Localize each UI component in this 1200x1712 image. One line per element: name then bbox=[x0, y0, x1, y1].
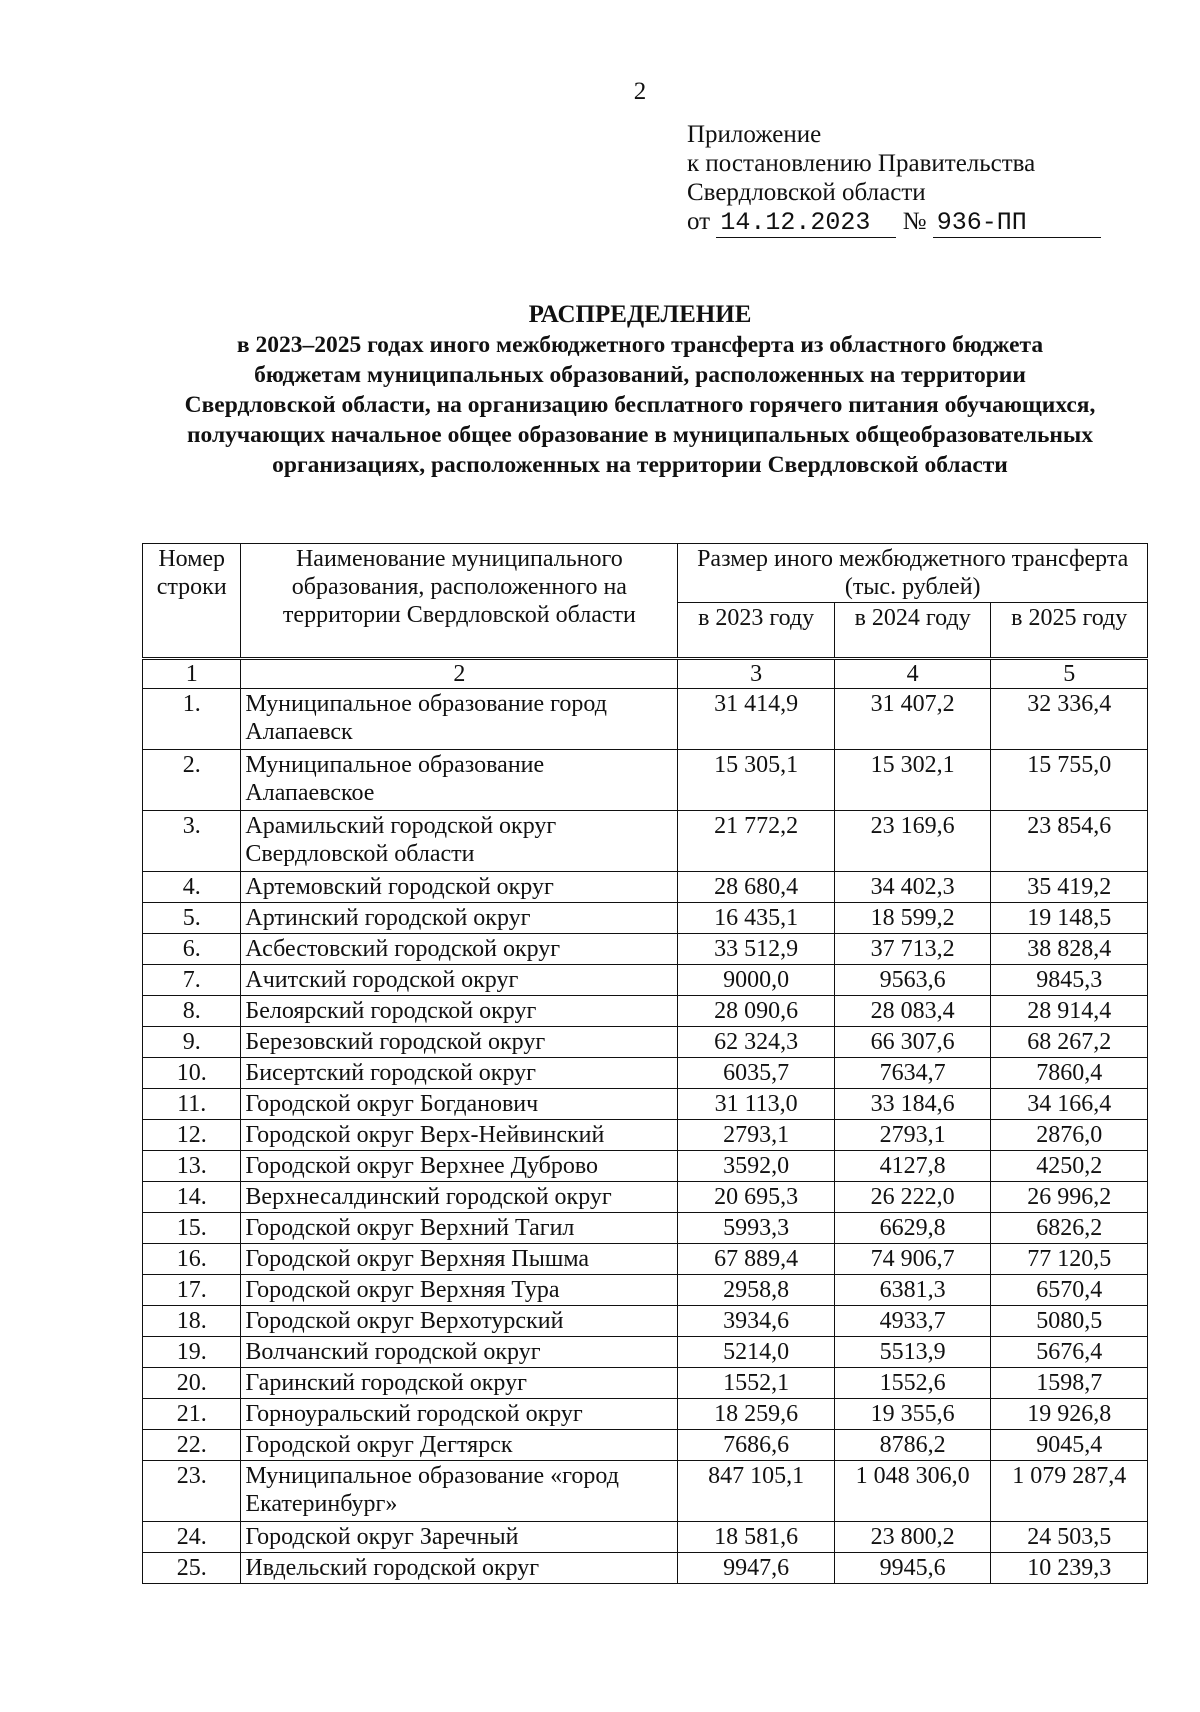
value-2025-cell: 15 755,0 bbox=[991, 750, 1148, 811]
title-line-1: в 2023–2025 годах иного межбюджетного трансферта из областного бюджета bbox=[236, 332, 1044, 358]
table-row bbox=[143, 1553, 1148, 1584]
value-2023-cell: 28 090,6 bbox=[678, 996, 835, 1027]
row-number-cell: 25. bbox=[143, 1553, 241, 1584]
title-main: РАСПРЕДЕЛЕНИЕ bbox=[528, 301, 752, 328]
row-number-cell: 5. bbox=[143, 903, 241, 934]
appendix-line-1: Приложение bbox=[687, 121, 822, 148]
value-2025-cell: 4250,2 bbox=[991, 1151, 1148, 1182]
value-2024-cell: 15 302,1 bbox=[834, 750, 991, 811]
municipality-name-cell: Муниципальное образование Алапаевское bbox=[241, 750, 678, 811]
table-row bbox=[143, 996, 1148, 1027]
municipality-name-cell: Городской округ Верхотурский bbox=[241, 1306, 678, 1337]
row-number-cell: 21. bbox=[143, 1399, 241, 1430]
municipality-name-cell: Городской округ Верхний Тагил bbox=[241, 1213, 678, 1244]
municipality-name-cell: Муниципальное образование «город Екатеринбург» bbox=[241, 1461, 678, 1522]
table-row bbox=[143, 934, 1148, 965]
value-2023-cell: 3934,6 bbox=[678, 1306, 835, 1337]
value-2024-cell: 9563,6 bbox=[834, 965, 991, 996]
municipality-name-cell: Березовский городской округ bbox=[241, 1027, 678, 1058]
value-2025-cell: 9845,3 bbox=[991, 965, 1148, 996]
value-2023-cell: 18 259,6 bbox=[678, 1399, 835, 1430]
row-number-cell: 18. bbox=[143, 1306, 241, 1337]
table-row bbox=[143, 1275, 1148, 1306]
table-row bbox=[143, 1461, 1148, 1522]
row-number-cell: 4. bbox=[143, 872, 241, 903]
table-row bbox=[143, 1306, 1148, 1337]
row-number-cell: 19. bbox=[143, 1337, 241, 1368]
value-2025-cell: 77 120,5 bbox=[991, 1244, 1148, 1275]
value-2023-cell: 62 324,3 bbox=[678, 1027, 835, 1058]
row-number-cell: 23. bbox=[143, 1461, 241, 1522]
value-2024-cell: 9945,6 bbox=[834, 1553, 991, 1584]
value-2023-cell: 6035,7 bbox=[678, 1058, 835, 1089]
value-2023-cell: 847 105,1 bbox=[678, 1461, 835, 1522]
value-2023-cell: 31 414,9 bbox=[678, 689, 835, 750]
row-number-cell: 3. bbox=[143, 811, 241, 872]
value-2024-cell: 37 713,2 bbox=[834, 934, 991, 965]
value-2025-cell: 35 419,2 bbox=[991, 872, 1148, 903]
municipality-name-cell: Белоярский городской округ bbox=[241, 996, 678, 1027]
column-number: 5 bbox=[991, 659, 1148, 689]
municipality-name-cell: Муниципальное образование город Алапаевск bbox=[241, 689, 678, 750]
document-title bbox=[120, 300, 1160, 480]
from-label: от bbox=[687, 208, 711, 235]
row-number-cell: 14. bbox=[143, 1182, 241, 1213]
title-line-4: получающих начальное общее образование в муниципальных общеобразовательных bbox=[186, 422, 1094, 448]
municipality-name-cell: Городской округ Верхнее Дуброво bbox=[241, 1151, 678, 1182]
table-row bbox=[143, 1244, 1148, 1275]
value-2025-cell: 2876,0 bbox=[991, 1120, 1148, 1151]
resolution-date: 14.12.2023 bbox=[716, 208, 896, 238]
table-row bbox=[143, 1213, 1148, 1244]
municipality-name-cell: Бисертский городской округ bbox=[241, 1058, 678, 1089]
row-number-cell: 7. bbox=[143, 965, 241, 996]
value-2023-cell: 9947,6 bbox=[678, 1553, 835, 1584]
value-2025-cell: 23 854,6 bbox=[991, 811, 1148, 872]
appendix-block bbox=[687, 120, 1101, 238]
value-2025-cell: 1 079 287,4 bbox=[991, 1461, 1148, 1522]
value-2023-cell: 20 695,3 bbox=[678, 1182, 835, 1213]
value-2023-cell: 67 889,4 bbox=[678, 1244, 835, 1275]
row-number-cell: 24. bbox=[143, 1522, 241, 1553]
table-row bbox=[143, 689, 1148, 750]
value-2024-cell: 33 184,6 bbox=[834, 1089, 991, 1120]
table-row bbox=[143, 1027, 1148, 1058]
row-number-cell: 11. bbox=[143, 1089, 241, 1120]
table-row bbox=[143, 1399, 1148, 1430]
value-2024-cell: 2793,1 bbox=[834, 1120, 991, 1151]
page-number: 2 bbox=[633, 78, 647, 105]
table-row bbox=[143, 1120, 1148, 1151]
value-2024-cell: 6629,8 bbox=[834, 1213, 991, 1244]
table-row bbox=[143, 903, 1148, 934]
row-number-cell: 13. bbox=[143, 1151, 241, 1182]
table-row bbox=[143, 811, 1148, 872]
table-row bbox=[143, 750, 1148, 811]
table-row bbox=[143, 1182, 1148, 1213]
value-2025-cell: 10 239,3 bbox=[991, 1553, 1148, 1584]
table-row bbox=[143, 1058, 1148, 1089]
value-2023-cell: 9000,0 bbox=[678, 965, 835, 996]
header-year-2023: в 2023 году bbox=[678, 603, 835, 659]
row-number-cell: 1. bbox=[143, 689, 241, 750]
municipality-name-cell: Арамильский городской округ Свердловской области bbox=[241, 811, 678, 872]
value-2024-cell: 4933,7 bbox=[834, 1306, 991, 1337]
column-number: 3 bbox=[678, 659, 835, 689]
municipality-name-cell: Артемовский городской округ bbox=[241, 872, 678, 903]
value-2023-cell: 1552,1 bbox=[678, 1368, 835, 1399]
value-2024-cell: 34 402,3 bbox=[834, 872, 991, 903]
row-number-cell: 10. bbox=[143, 1058, 241, 1089]
row-number-cell: 8. bbox=[143, 996, 241, 1027]
row-number-cell: 17. bbox=[143, 1275, 241, 1306]
value-2023-cell: 2793,1 bbox=[678, 1120, 835, 1151]
value-2023-cell: 3592,0 bbox=[678, 1151, 835, 1182]
value-2023-cell: 31 113,0 bbox=[678, 1089, 835, 1120]
value-2023-cell: 21 772,2 bbox=[678, 811, 835, 872]
value-2024-cell: 8786,2 bbox=[834, 1430, 991, 1461]
municipality-name-cell: Городской округ Дегтярск bbox=[241, 1430, 678, 1461]
value-2025-cell: 6826,2 bbox=[991, 1213, 1148, 1244]
value-2025-cell: 5080,5 bbox=[991, 1306, 1148, 1337]
table-row bbox=[143, 1151, 1148, 1182]
row-number-cell: 2. bbox=[143, 750, 241, 811]
value-2025-cell: 19 148,5 bbox=[991, 903, 1148, 934]
value-2024-cell: 1 048 306,0 bbox=[834, 1461, 991, 1522]
value-2025-cell: 9045,4 bbox=[991, 1430, 1148, 1461]
value-2025-cell: 26 996,2 bbox=[991, 1182, 1148, 1213]
value-2024-cell: 6381,3 bbox=[834, 1275, 991, 1306]
value-2023-cell: 15 305,1 bbox=[678, 750, 835, 811]
value-2024-cell: 23 800,2 bbox=[834, 1522, 991, 1553]
value-2025-cell: 24 503,5 bbox=[991, 1522, 1148, 1553]
row-number-cell: 20. bbox=[143, 1368, 241, 1399]
table-row bbox=[143, 872, 1148, 903]
number-label: № bbox=[902, 208, 927, 235]
resolution-number: 936-ПП bbox=[933, 208, 1101, 238]
table-row bbox=[143, 965, 1148, 996]
value-2024-cell: 7634,7 bbox=[834, 1058, 991, 1089]
value-2023-cell: 16 435,1 bbox=[678, 903, 835, 934]
municipality-name-cell: Городской округ Верхняя Тура bbox=[241, 1275, 678, 1306]
row-number-cell: 22. bbox=[143, 1430, 241, 1461]
title-line-2: бюджетам муниципальных образований, расположенных на территории bbox=[254, 362, 1026, 388]
value-2024-cell: 18 599,2 bbox=[834, 903, 991, 934]
table-row bbox=[143, 1089, 1148, 1120]
value-2023-cell: 18 581,6 bbox=[678, 1522, 835, 1553]
municipality-name-cell: Городской округ Богданович bbox=[241, 1089, 678, 1120]
appendix-line-2: к постановлению Правительства bbox=[687, 150, 1036, 177]
value-2023-cell: 28 680,4 bbox=[678, 872, 835, 903]
column-number-row bbox=[143, 659, 1148, 689]
value-2025-cell: 6570,4 bbox=[991, 1275, 1148, 1306]
value-2024-cell: 4127,8 bbox=[834, 1151, 991, 1182]
municipality-name-cell: Волчанский городской округ bbox=[241, 1337, 678, 1368]
municipality-name-cell: Ивдельский городской округ bbox=[241, 1553, 678, 1584]
municipality-name-cell: Городской округ Заречный bbox=[241, 1522, 678, 1553]
column-number: 1 bbox=[143, 659, 241, 689]
row-number-cell: 9. bbox=[143, 1027, 241, 1058]
value-2024-cell: 66 307,6 bbox=[834, 1027, 991, 1058]
value-2024-cell: 28 083,4 bbox=[834, 996, 991, 1027]
row-number-cell: 12. bbox=[143, 1120, 241, 1151]
municipality-name-cell: Ачитский городской округ bbox=[241, 965, 678, 996]
value-2025-cell: 5676,4 bbox=[991, 1337, 1148, 1368]
municipality-name-cell: Гаринский городской округ bbox=[241, 1368, 678, 1399]
value-2025-cell: 68 267,2 bbox=[991, 1027, 1148, 1058]
title-line-5: организациях, расположенных на территории Свердловской области bbox=[272, 452, 1008, 478]
header-year-2025: в 2025 году bbox=[991, 603, 1148, 659]
value-2023-cell: 33 512,9 bbox=[678, 934, 835, 965]
row-number-cell: 6. bbox=[143, 934, 241, 965]
row-number-cell: 15. bbox=[143, 1213, 241, 1244]
table-row bbox=[143, 1337, 1148, 1368]
header-row-number: Номер строки bbox=[143, 544, 241, 659]
value-2025-cell: 28 914,4 bbox=[991, 996, 1148, 1027]
municipality-name-cell: Верхнесалдинский городской округ bbox=[241, 1182, 678, 1213]
appendix-date-line bbox=[687, 207, 1101, 238]
table-row bbox=[143, 1430, 1148, 1461]
municipality-name-cell: Горноуральский городской округ bbox=[241, 1399, 678, 1430]
municipality-name-cell: Асбестовский городской округ bbox=[241, 934, 678, 965]
value-2024-cell: 26 222,0 bbox=[834, 1182, 991, 1213]
value-2023-cell: 5214,0 bbox=[678, 1337, 835, 1368]
column-number: 2 bbox=[241, 659, 678, 689]
municipality-name-cell: Городской округ Верхняя Пышма bbox=[241, 1244, 678, 1275]
distribution-table bbox=[142, 543, 1148, 1584]
municipality-name-cell: Артинский городской округ bbox=[241, 903, 678, 934]
value-2024-cell: 23 169,6 bbox=[834, 811, 991, 872]
value-2023-cell: 5993,3 bbox=[678, 1213, 835, 1244]
value-2024-cell: 19 355,6 bbox=[834, 1399, 991, 1430]
column-number: 4 bbox=[834, 659, 991, 689]
value-2024-cell: 1552,6 bbox=[834, 1368, 991, 1399]
table-body bbox=[143, 659, 1148, 1584]
appendix-line-3: Свердловской области bbox=[687, 179, 926, 206]
value-2025-cell: 32 336,4 bbox=[991, 689, 1148, 750]
row-number-cell: 16. bbox=[143, 1244, 241, 1275]
value-2024-cell: 74 906,7 bbox=[834, 1244, 991, 1275]
value-2025-cell: 34 166,4 bbox=[991, 1089, 1148, 1120]
value-2023-cell: 7686,6 bbox=[678, 1430, 835, 1461]
value-2024-cell: 5513,9 bbox=[834, 1337, 991, 1368]
header-municipality: Наименование муниципального образования, расположенного на территории Свердловской области bbox=[241, 544, 678, 659]
title-line-3: Свердловской области, на организацию бесплатного горячего питания обучающихся, bbox=[184, 392, 1096, 418]
value-2025-cell: 19 926,8 bbox=[991, 1399, 1148, 1430]
municipality-name-cell: Городской округ Верх-Нейвинский bbox=[241, 1120, 678, 1151]
table-row bbox=[143, 1522, 1148, 1553]
value-2025-cell: 1598,7 bbox=[991, 1368, 1148, 1399]
value-2025-cell: 38 828,4 bbox=[991, 934, 1148, 965]
header-year-2024: в 2024 году bbox=[834, 603, 991, 659]
value-2023-cell: 2958,8 bbox=[678, 1275, 835, 1306]
value-2025-cell: 7860,4 bbox=[991, 1058, 1148, 1089]
value-2024-cell: 31 407,2 bbox=[834, 689, 991, 750]
header-transfer-size: Размер иного межбюджетного трансферта (тыс. рублей) bbox=[678, 544, 1148, 603]
table-row bbox=[143, 1368, 1148, 1399]
